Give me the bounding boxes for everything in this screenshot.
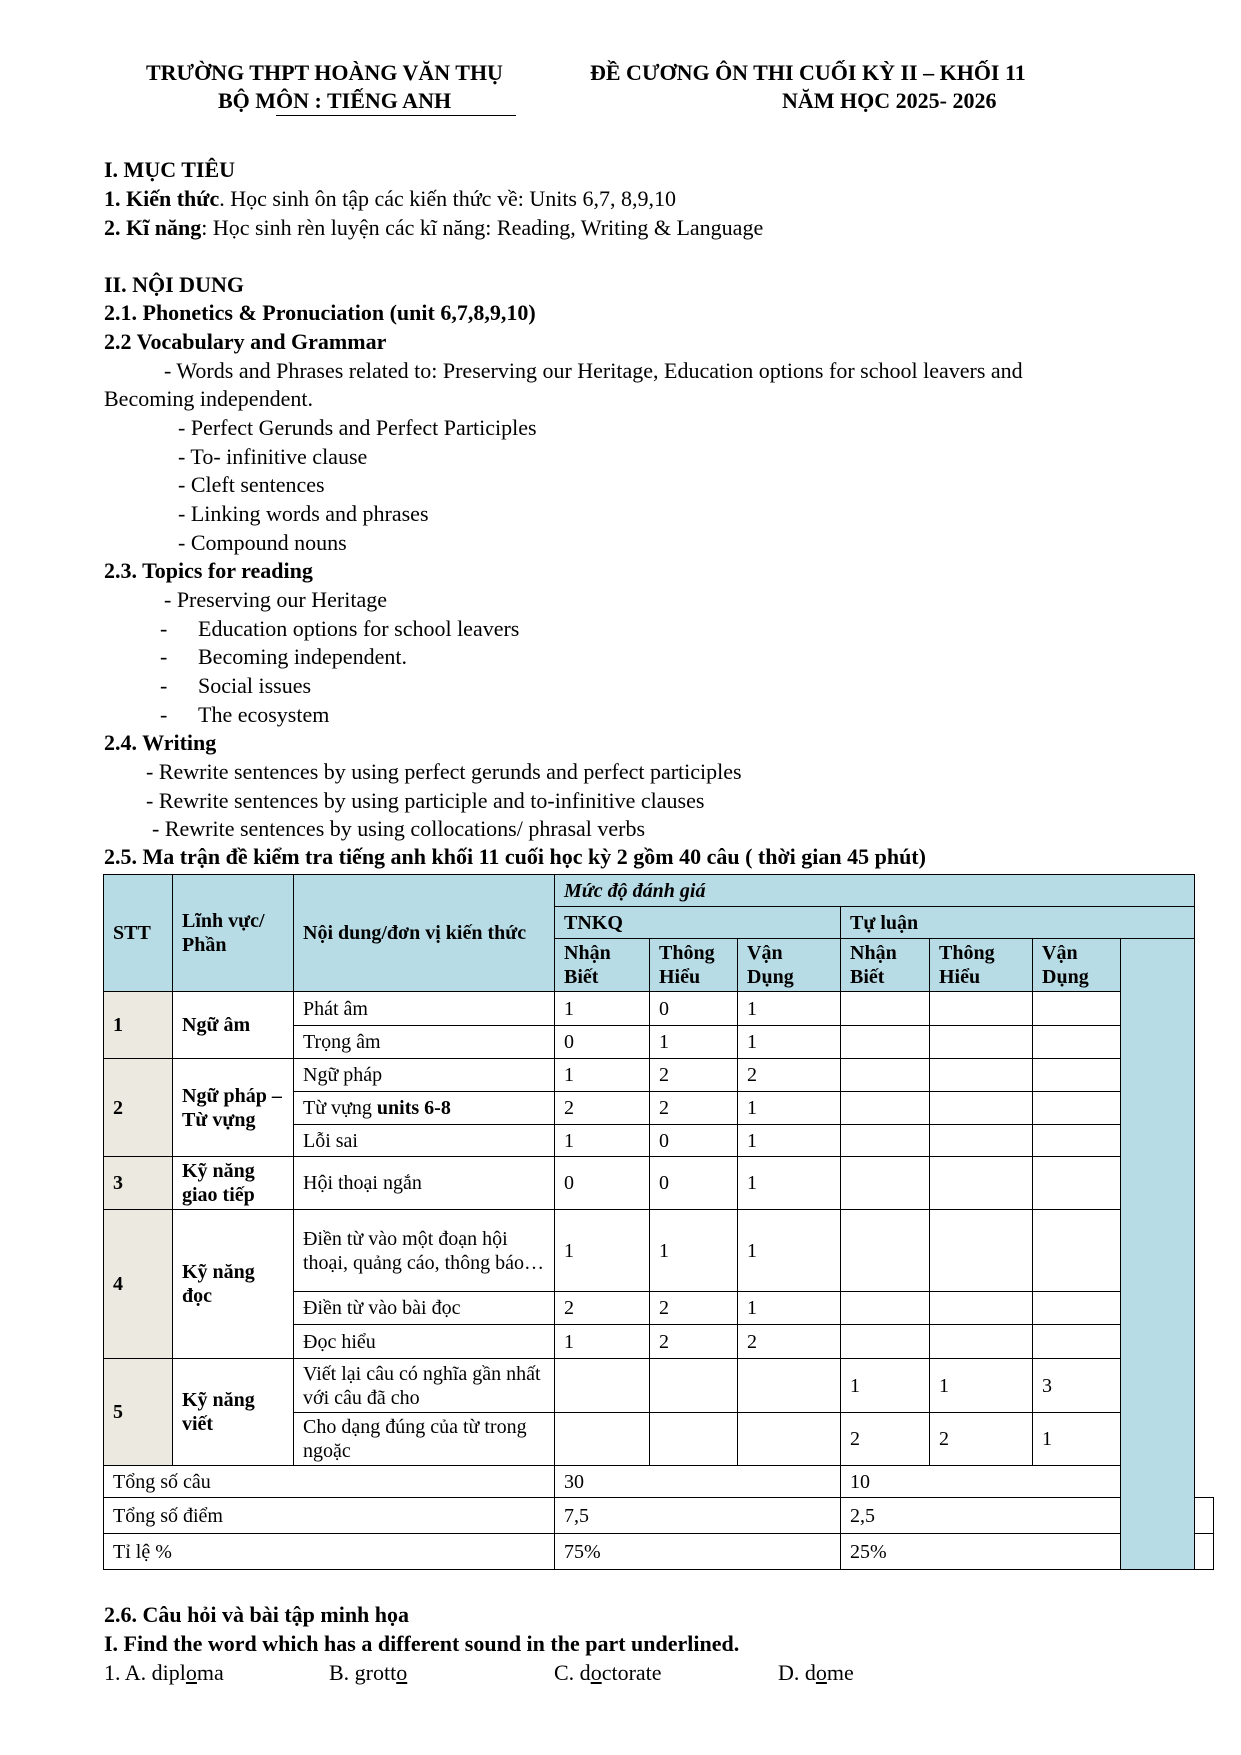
question-1 [104,1660,224,1686]
value-cell: 2 [650,1292,738,1325]
section-2-5: 2.5. Ma trận đề kiểm tra tiếng anh khối 11 cuối học kỳ 2 gồm 40 câu ( thời gian 45 phút) [104,844,926,869]
value-cell [930,992,1033,1026]
value-cell [930,1092,1033,1125]
objective-skills [104,215,763,241]
stt-cell: 2 [104,1059,173,1157]
value-cell [841,1325,930,1359]
value-cell [930,1059,1033,1092]
total-label: Tổng số điểm [104,1498,555,1534]
value-cell [841,1292,930,1325]
writing-item: - Rewrite sentences by using perfect gerunds and perfect participles [146,759,742,784]
value-cell: 0 [650,992,738,1026]
field-cell: Ngữ pháp – Từ vựng [173,1059,294,1157]
option-text: ma [196,1660,224,1685]
section-2-1: 2.1. Phonetics & Pronuciation (unit 6,7,8,9,10) [104,300,536,325]
header-van-dung: Vận Dụng [1033,939,1121,992]
stt-cell: 4 [104,1210,173,1359]
value-cell: 1 [738,1092,841,1125]
reading-topic-dash: - [160,673,168,698]
content-cell: Điền từ vào một đoạn hội thoại, quảng cáo, thông báo… [294,1210,555,1292]
stt-cell: 1 [104,992,173,1059]
value-cell [1033,1125,1121,1157]
reading-topic: Becoming independent. [198,644,407,669]
header-field: Lĩnh vực/ Phần [173,875,294,992]
value-cell: 1 [738,1210,841,1292]
reading-topic-dash: - [160,644,168,669]
underlined-letter: o [815,1660,827,1685]
content-text: Từ vựng [303,1097,377,1119]
section-2-3: 2.3. Topics for reading [104,558,313,583]
value-cell: 2 [841,1413,930,1466]
header-stt: STT [104,875,173,992]
value-cell: 2 [555,1292,650,1325]
section-1-heading: I. MỤC TIÊU [104,157,236,182]
content-units: units 6-8 [376,1097,451,1119]
document-title: ĐỀ CƯƠNG ÔN THI CUỐI KỲ II – KHỐI 11 [590,60,1026,85]
option-text: me [826,1660,854,1685]
totals-row [104,1498,1214,1534]
value-cell: 1 [738,1026,841,1059]
value-cell: 1 [555,1210,650,1292]
value-cell [1033,1059,1121,1092]
option-d [778,1660,854,1686]
totals-row [104,1534,1214,1570]
vocab-item: Becoming independent. [104,386,313,411]
value-cell: 1 [1033,1413,1121,1466]
empty-cell [1195,1498,1214,1534]
value-cell [930,1292,1033,1325]
value-cell [650,1359,738,1413]
field-cell: Kỹ năng giao tiếp [173,1157,294,1210]
table-row [104,1210,1214,1292]
value-cell [1033,1210,1121,1292]
value-cell: 2 [930,1413,1033,1466]
value-cell: 1 [555,992,650,1026]
grammar-item: - Linking words and phrases [178,501,429,526]
objective-knowledge [104,186,676,212]
content-cell: Lỗi sai [294,1125,555,1157]
skills-text: : Học sinh rèn luyện các kĩ năng: Reading, Writing & Language [201,215,764,240]
option-text: ctorate [601,1660,662,1685]
content-cell: Viết lại câu có nghĩa gần nhất với câu đã cho [294,1359,555,1413]
value-cell: 1 [650,1210,738,1292]
option-text: B. grott [329,1660,397,1685]
header-content: Nội dung/đơn vị kiến thức [294,875,555,992]
school-name: TRƯỜNG THPT HOÀNG VĂN THỤ [146,60,503,85]
content-cell: Hội thoại ngắn [294,1157,555,1210]
total-tnkq: 7,5 [555,1498,841,1534]
content-cell: Trọng âm [294,1026,555,1059]
table-row [104,992,1214,1026]
total-label: Tỉ lệ % [104,1534,555,1570]
reading-topic: The ecosystem [198,702,330,727]
question-number: 1. [104,1660,121,1685]
total-tuluan: 25% [841,1534,1121,1570]
value-cell [930,1125,1033,1157]
option-text: A. dipl [124,1660,186,1685]
value-cell: 2 [650,1059,738,1092]
value-cell [841,1210,930,1292]
value-cell [841,1157,930,1210]
value-cell [738,1413,841,1466]
total-tuluan: 2,5 [841,1498,1121,1534]
stt-cell: 5 [104,1359,173,1466]
value-cell: 0 [650,1125,738,1157]
exercise-instruction: I. Find the word which has a different sound in the part underlined. [104,1631,740,1656]
value-cell: 1 [738,992,841,1026]
header-van-dung: Vận Dụng [738,939,841,992]
content-cell: Cho dạng đúng của từ trong ngoặc [294,1413,555,1466]
grammar-item: - Cleft sentences [178,472,325,497]
header-thong-hieu: Thông Hiểu [930,939,1033,992]
option-b [329,1660,407,1686]
department-underline [276,115,516,116]
header-tuluan: Tự luận [841,907,1195,939]
underlined-letter: o [185,1660,197,1685]
header-nhan-biet: Nhận Biết [555,939,650,992]
knowledge-text: . Học sinh ôn tập các kiến thức về: Units 6,7, 8,9,10 [219,186,676,211]
value-cell [555,1413,650,1466]
value-cell [650,1413,738,1466]
value-cell: 2 [738,1325,841,1359]
writing-item: - Rewrite sentences by using participle and to-infinitive clauses [146,788,705,813]
header-assessment-level: Mức độ đánh giá [555,875,1195,907]
option-c [554,1660,662,1686]
content-cell: Phát âm [294,992,555,1026]
value-cell [930,1325,1033,1359]
value-cell [1033,1325,1121,1359]
value-cell: 1 [841,1359,930,1413]
skills-label: 2. Kĩ năng [104,215,202,240]
field-cell: Kỹ năng viết [173,1359,294,1466]
grammar-item: - Compound nouns [178,530,347,555]
content-cell: Đọc hiểu [294,1325,555,1359]
vocab-item: - Words and Phrases related to: Preserving our Heritage, Education options for school leavers and [164,358,1023,383]
writing-item: - Rewrite sentences by using collocations/ phrasal verbs [152,816,646,841]
value-cell [841,1059,930,1092]
value-cell [1033,992,1121,1026]
value-cell [1033,1292,1121,1325]
table-row [104,1059,1214,1092]
value-cell [841,992,930,1026]
grammar-item: - Perfect Gerunds and Perfect Participles [178,415,537,440]
value-cell [1033,1092,1121,1125]
value-cell [841,1125,930,1157]
value-cell: 2 [738,1059,841,1092]
value-cell: 1 [555,1125,650,1157]
section-2-6: 2.6. Câu hỏi và bài tập minh họa [104,1602,410,1627]
value-cell: 1 [555,1059,650,1092]
underlined-letter: o [396,1660,408,1685]
total-tnkq: 75% [555,1534,841,1570]
section-2-4: 2.4. Writing [104,730,217,755]
content-cell: Ngữ pháp [294,1059,555,1092]
value-cell: 1 [650,1026,738,1059]
value-cell [930,1210,1033,1292]
header-tnkq: TNKQ [555,907,841,939]
value-cell: 3 [1033,1359,1121,1413]
value-cell: 2 [650,1325,738,1359]
total-tnkq: 30 [555,1466,841,1498]
reading-topic: Social issues [198,673,312,698]
reading-topic: - Preserving our Heritage [164,587,387,612]
value-cell: 1 [930,1359,1033,1413]
reading-topic: Education options for school leavers [198,616,520,641]
option-text: D. d [778,1660,816,1685]
value-cell: 0 [555,1026,650,1059]
header-thong-hieu: Thông Hiểu [650,939,738,992]
value-cell: 2 [650,1092,738,1125]
value-cell: 0 [555,1157,650,1210]
value-cell [1033,1026,1121,1059]
total-label: Tổng số câu [104,1466,555,1498]
value-cell [841,1026,930,1059]
totals-row [104,1466,1214,1498]
reading-topic-dash: - [160,616,168,641]
value-cell: 1 [738,1157,841,1210]
value-cell: 1 [738,1292,841,1325]
value-cell: 0 [650,1157,738,1210]
reading-topic-dash: - [160,702,168,727]
exam-matrix-table [103,874,1214,1570]
option-text: C. d [554,1660,591,1685]
value-cell [555,1359,650,1413]
value-cell [930,1157,1033,1210]
underlined-letter: o [590,1660,602,1685]
table-row [104,1157,1214,1210]
blue-side-column [1121,939,1195,1570]
knowledge-label: 1. Kiến thức [104,186,220,211]
value-cell [1033,1157,1121,1210]
section-2-heading: II. NỘI DUNG [104,272,244,297]
value-cell: 2 [555,1092,650,1125]
value-cell [841,1092,930,1125]
empty-cell [1195,1534,1214,1570]
header-nhan-biet: Nhận Biết [841,939,930,992]
table-row [104,1359,1214,1413]
stt-cell: 3 [104,1157,173,1210]
field-cell: Kỹ năng đọc [173,1210,294,1359]
option-a [125,1660,224,1685]
value-cell [930,1026,1033,1059]
content-cell [294,1092,555,1125]
field-cell: Ngữ âm [173,992,294,1059]
value-cell: 1 [555,1325,650,1359]
school-year: NĂM HỌC 2025- 2026 [782,88,997,113]
grammar-item: - To- infinitive clause [178,444,368,469]
department-name: BỘ MÔN : TIẾNG ANH [218,88,452,113]
value-cell [738,1359,841,1413]
total-tuluan: 10 [841,1466,1121,1498]
content-cell: Điền từ vào bài đọc [294,1292,555,1325]
section-2-2: 2.2 Vocabulary and Grammar [104,329,387,354]
value-cell: 1 [738,1125,841,1157]
